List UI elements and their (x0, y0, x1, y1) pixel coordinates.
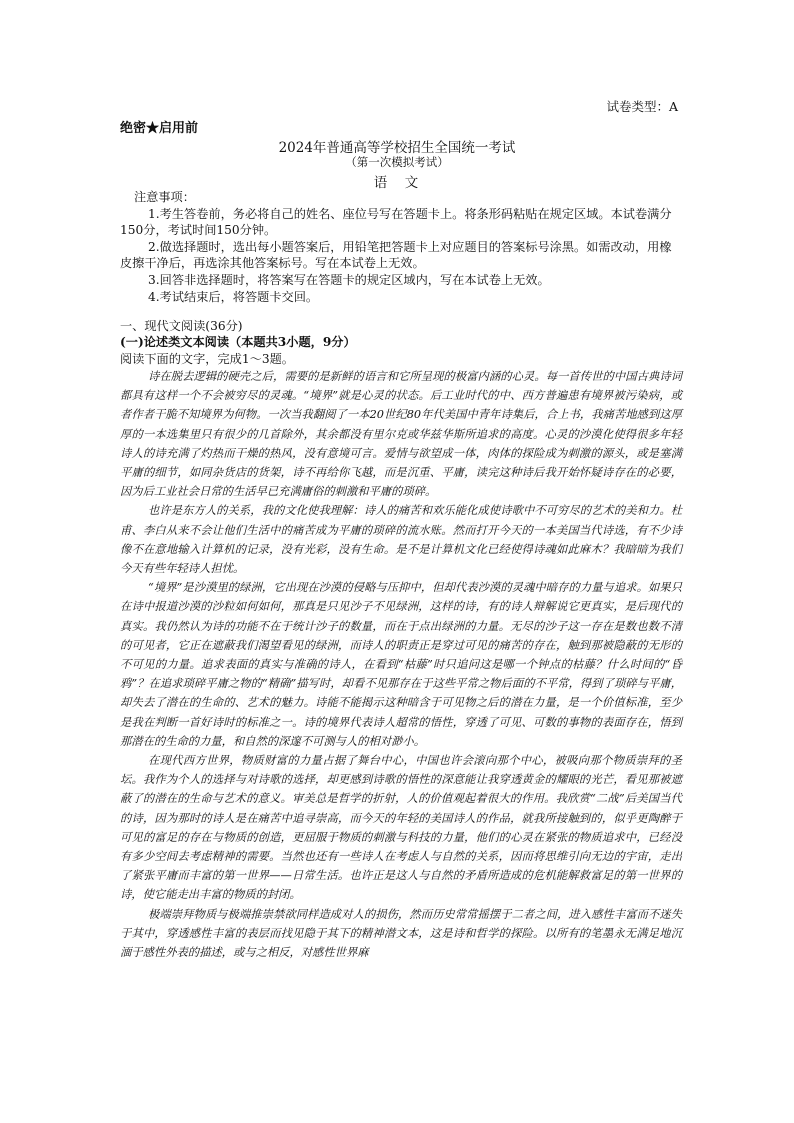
passage-paragraph: 在现代西方世界，物质财富的力量占据了舞台中心，中国也许会滚向那个中心，被吸向那个物质崇拜的圣坛。我作为个人的选择与对诗歌的选择，却更感到诗歌的悟性的深意能让我穿透黄金的耀眼的光芒，看见那被遮蔽了的潜在的生命与艺术的意义。审美总是哲学的折射，人的价值观起着很大的作用。我欣赏“二战”后美国当代的诗，因为那时的诗人是在痛苦中追寻崇高，而今天的年轻的美国诗人的作品，就我所接触到的，似乎更陶醉于可见的富足的存在与物质的创造，更屈服于物质的刺激与科技的力量，他们的心灵在紧张的物质追求中，已经没有多少空间去考虑精神的需要。当然也还有一些诗人在考虑人与自然的关系，因而将思维引向无边的宇宙，走出了紧张平庸而丰富的第一世界——日常生活。也许正是这人与自然的矛盾所造成的危机能解救富足的第一世界的诗，使它能走出丰富的物质的封闭。 (120, 754, 682, 902)
exam-notes (120, 189, 680, 305)
note-item: 3.回答非选择题时，将答案写在答题卡的规定区域内，写在本试卷上无效。 (148, 272, 550, 287)
passage-paragraph: 也许是东方人的关系，我的文化使我理解：诗人的痛苦和欢乐能化成使诗歌中不可穷尽的艺术的美和力。杜甫、李白从来不会让他们生活中的痛苦成为平庸的琐碎的流水账。然而打开今天的一本美国当代诗选，有不少诗像不在意地输入计算机的记录，没有光彩，没有生命。是不是计算机文化已经使得诗魂如此麻木？我暗暗为我们今天有些年轻诗人担忧。 (120, 504, 682, 576)
exam-subtitle: （第一次模拟考试） (345, 155, 449, 169)
exam-title: 2024年普通高等学校招生全国统一考试 (278, 140, 516, 156)
note-item: 4.考试结束后，将答题卡交回。 (148, 289, 319, 304)
subsection-title: (一)论述类文本阅读（本题共3小题，9分） (120, 335, 356, 349)
passage-paragraph: 诗在脱去逻辑的硬壳之后，需要的是新鲜的语言和它所呈现的极富内涵的心灵。每一首传世的中国古典诗词都具有这样一个不会被穷尽的灵魂。“境界”就是心灵的状态。后工业时代的中、西方普遍患有境界被污染病，或者作者干脆不知境界为何物。一次当我翻阅了一本20世纪80年代美国中青年诗集后，合上书，我痛苦地感到这厚厚的一本选集里只有很少的几首除外，其余都没有里尔克或华兹华斯所追求的高度。心灵的沙漠化使得很多年轻诗人的诗充满了灼热而干燥的热风，没有意境可言。爱情与欲望成一体，肉体的探险成为刺激的源头，或是塞满平庸的细节，如同杂货店的货架，诗不再给你飞越，而是沉重、平庸，读完这种诗后我开始怀疑诗存在的必要，因为后工业社会日常的生活早已充满庸俗的刺激和平庸的琐碎。 (120, 370, 682, 499)
section-title: 一、现代文阅读(36分) (120, 319, 243, 333)
notes-heading: 注意事项： (134, 190, 195, 204)
passage-paragraph: 极端崇拜物质与极端推崇禁欲同样造成对人的损伤，然而历史常常摇摆于二者之间，进入感性丰富而不迷失于其中，穿透感性丰富的表层而找见隐于其下的精神潜文本，这是诗和哲学的探险。以所有的笔墨永无满足地沉湎于感性外表的描述，或与之相反，对感性世界麻 (120, 907, 682, 960)
reading-instruction: 阅读下面的文字，完成1～3题。 (120, 352, 294, 366)
note-item: 1.考生答卷前，务必将自己的姓名、座位号写在答题卡上。将条形码粘贴在规定区域。本试卷满分150分，考试时间150分钟。 (120, 206, 672, 238)
subject-title: 语 文 (373, 175, 421, 191)
confidential-mark: 绝密★启用前 (120, 121, 199, 136)
note-item: 2.做选择题时，选出每小题答案后，用铅笔把答题卡上对应题目的答案标号涂黑。如需改动，用橡皮擦干净后，再选涂其他答案标号。写在本试卷上无效。 (120, 239, 672, 271)
exam-type-label: 试卷类型：A (606, 99, 678, 114)
passage-paragraph: “境界”是沙漠里的绿洲，它出现在沙漠的侵略与压抑中，但却代表沙漠的灵魂中暗存的力量与追求。如果只在诗中报道沙漠的沙粒如何如何，那真是只见沙子不见绿洲，这样的诗，有的诗人辩解说它更真实，是后现代的真实。我仍然认为诗的功能不在于统计沙子的数量，而在于点出绿洲的力量。无尽的沙子这一存在是数也数不清的可见者，它正在遮蔽我们渴望看见的绿洲，而诗人的职责正是穿过可见的痛苦的存在，触到那被隐蔽的无形的不可见的力量。追求表面的真实与准确的诗人，在看到“枯藤”时只追问这是哪一个钟点的枯藤？什么时间的“昏鸦”？在追求琐碎平庸之物的“精确”描写时，却看不见那存在于这些平常之物后面的不平常，得到了琐碎与平庸，却失去了潜在的生命的、艺术的魅力。诗能不能揭示这种暗含于可见物之后的潜在力量，是一个价值标准，至少是我在判断一首好诗时的标准之一。诗的境界代表诗人超常的悟性，穿透了可见、可数的事物的表面存在，悟到那潜在的生命的力量，和自然的深邃不可测与人的相对渺小。 (120, 581, 682, 748)
reading-passage (120, 367, 682, 962)
